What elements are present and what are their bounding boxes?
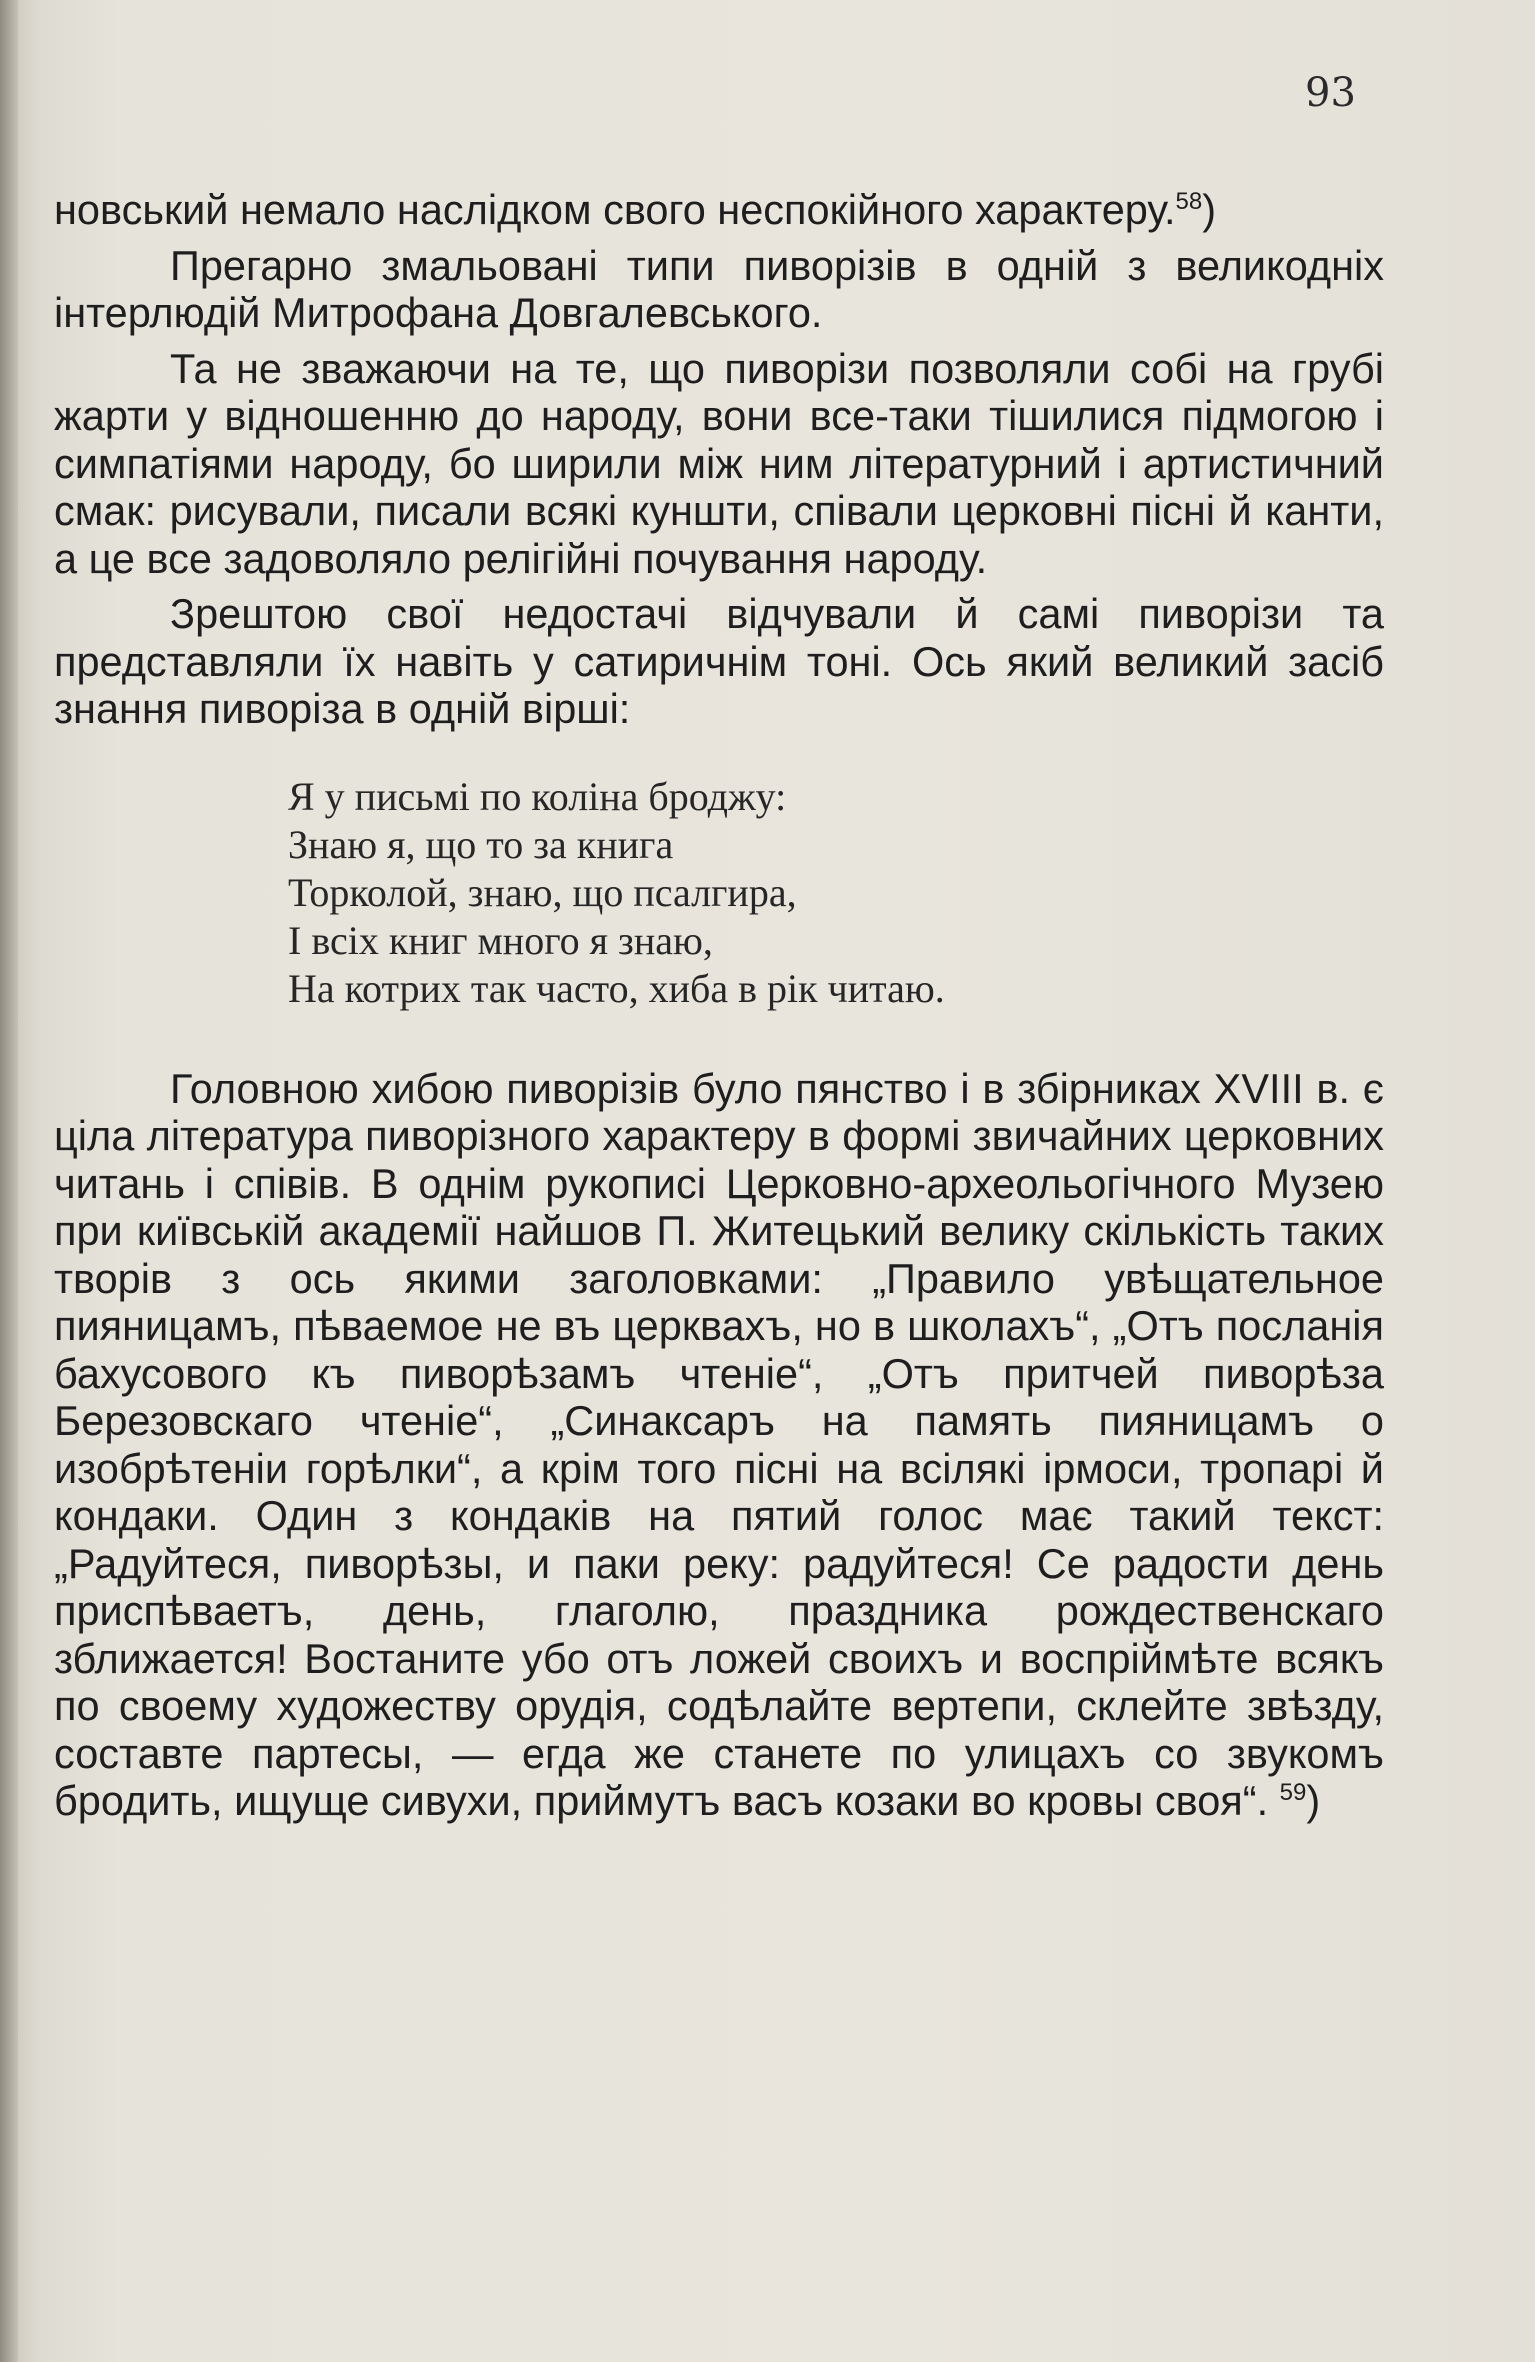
page-number: 93 xyxy=(1305,70,1356,116)
verse-line: Я у письмі по коліна броджу: xyxy=(288,773,787,819)
page-gutter xyxy=(0,0,18,2362)
paragraph-5-text: Головною хибою пиворізів було пянство і в збірниках XVIII в. є ціла література пиворізного характеру в формі звичайних церковних читань і співів. В однім рукописі Церковно-археольогічного Музею при київській академії найшов П. Житецький велику скількість таких творів з ось якими заголовками: „Правило увѣщательное пияницамъ, пѣваемое не въ церквахъ, но в школахъ“, „Отъ посланія бахусового къ пиворѣзамъ чтеніе“, „Отъ притчей пиворѣза Березовскаго чтеніе“, „Синаксаръ на память пияницамъ о изобрѣтеніи горѣлки“, а крім того пісні на всілякі ірмоси, тропарі й кондаки. Один з кондаків на пятий голос має такий текст: „Радуйтеся, пиворѣзы, и паки реку: радуйтеся! Се радости день приспѣваетъ, день, глаголю, праздника рождественскаго зближается! Востаните убо отъ ложей своихъ и воспріймѣте всякъ по своему художеству орудія, содѣлайте вертепи, склейте звѣзду, составте партесы, — егда же станете по улицахъ со звукомъ бродить, ищуще сивухи, приймутъ васъ козаки во кровы своя“. xyxy=(54,1064,1384,1824)
paragraph-4: Зрештою свої недостачі відчували й самі пиворізи та представляли їх навіть у сатиричнім тоні. Ось який великий засіб знання пиворіза в одній вірші: xyxy=(54,590,1384,732)
verse-line: На котрих так часто, хиба в рік читаю. xyxy=(288,965,945,1011)
paragraph-3: Та не зважаючи на те, що пиворізи позволяли собі на грубі жарти у відношенню до народу, вони все-таки тішилися підмогою і симпатіями народу, бо ширили між ним літературний і артистичний смак: рисували, писали всякі куншти, співали церковні пісні й канти, а це все задоволяло релігійні почування народу. xyxy=(54,344,1384,582)
footnote-marker-58: 58 xyxy=(1175,188,1203,216)
page-body xyxy=(54,186,1384,1833)
paragraph-1: новський немало наслідком свого неспокійного характеру.$^{58}$) xyxy=(54,186,1217,233)
verse-block xyxy=(288,773,1384,1013)
paragraph-5: Головною хибою пиворізів було пянство і в збірниках XVIII в. є ціла література пиворізного характеру в формі звичайних церковних читань і співів. В однім рукописі Церковно-археольогічного Музею при київській академії найшов П. Житецький велику скількість таких творів з ось якими заголовками: „Правило увѣщательное пияницамъ, пѣваемое не въ церквахъ, но в школахъ“, „Отъ посланія бахусового къ пиворѣзамъ чтеніе“, „Отъ притчей пиворѣза Березовскаго чтеніе“, „Синаксаръ на память пияницамъ о изобрѣтеніи горѣлки“, а крім того пісні на всілякі ірмоси, тропарі й кондаки. Один з кондаків на пятий голос має такий текст: „Радуйтеся, пиворѣзы, и паки реку: радуйтеся! Се радости день приспѣваетъ, день, глаголю, праздника рождественскаго зближается! Востаните убо отъ ложей своихъ и воспріймѣте всякъ по своему художеству орудія, содѣлайте вертепи, склейте звѣзду, составте партесы, — егда же станете по улицахъ со звукомъ бродить, ищуще сивухи, приймутъ васъ козаки во кровы своя“. $^{59}$) xyxy=(54,1064,1384,1824)
footnote-marker-59: 59 xyxy=(1279,1779,1307,1807)
verse-line: І всіх книг много я знаю, xyxy=(288,917,713,963)
verse-line: Знаю я, що то за книга xyxy=(288,821,674,867)
paragraph-2: Прегарно змальовані типи пиворізів в одній з великодніх інтерлюдій Митрофана Довгалевського. xyxy=(54,241,1384,336)
paragraph-1-text: новський немало наслідком свого неспокійного характеру. xyxy=(54,186,1176,233)
verse-line: Торколой, знаю, що псалгира, xyxy=(288,869,797,915)
